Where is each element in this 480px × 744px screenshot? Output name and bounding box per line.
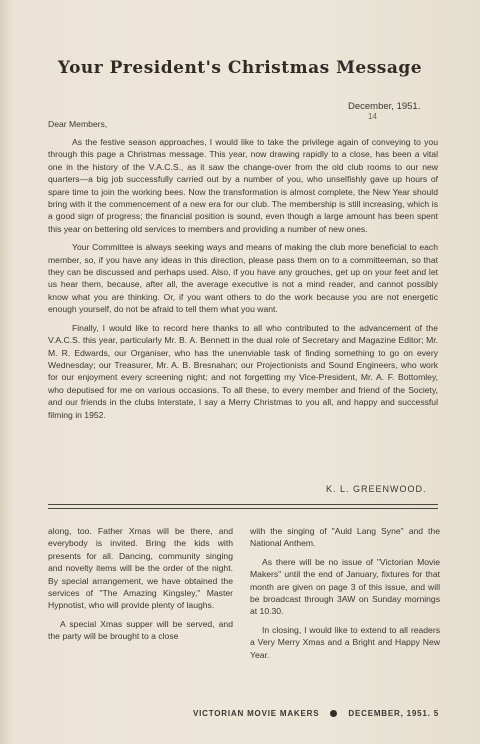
- left-column: [48, 525, 233, 649]
- letter-date: December, 1951.: [348, 101, 421, 112]
- divider-rule: [48, 504, 438, 505]
- divider-rule: [48, 508, 438, 509]
- letter-paragraph: As the festive season approaches, I would like to take the privilege again of conveying to you through this page a Christmas message. This year, now drawing rapidly to a close, has been a vital one in the history of the V.A.C.S., as it saw the change-over from the old club rooms to our new quarters—a big job successfully carried out by a number of you, who unselfishly gave up hours of spare time to join the working bees. Now the transformation is almost complete, the New Year should bring with it the commencement of a new era for our club. The membership is still increasing, which is a good sign of progress; the financial position is sound, even though a large amount has been spent this year on bettering old services to members and providing a number of new ones.: [48, 137, 438, 234]
- column-paragraph: In closing, I would like to extend to all readers a Very Merry Xmas and a Bright and Happy New Year.: [250, 624, 440, 660]
- footer-issue: DECEMBER, 1951.: [348, 709, 431, 718]
- letter-body: [48, 136, 438, 427]
- column-paragraph: with the singing of "Auld Lang Syne" and the National Anthem.: [250, 526, 440, 549]
- footer-publication: VICTORIAN MOVIE MAKERS: [193, 709, 320, 718]
- bullet-icon: [330, 710, 337, 717]
- signature: K. L. GREENWOOD.: [326, 484, 427, 494]
- letter-paragraph: Your Committee is always seeking ways and means of making the club more beneficial to each member, so, if you have any ideas in this direction, please pass them on to a committeeman, so that they can be discussed and perhaps used. Also, if you have any grouches, get up on your feet and let us hear them, because, after all, the average executive is not a mind reader, and cannot possibly know what you are thinking. Or, if you want others to do the work because you are not energetic enough yourself, do not be afraid to tell them what you want.: [48, 242, 438, 315]
- letter-paragraph: Finally, I would like to record here thanks to all who contributed to the advancement of the V.A.C.S. this year, particularly Mr. B. A. Bennett in the dual role of Secretary and Magazine Editor; Mr. M. R. Edwards, our Organiser, who has the unenviable task of finding something to go on every Wednesday; our Treasurer, Mr. A. B. Bresnahan; our Projectionists and Sound Engineers, who work for our enjoyment every screening night; and not forgetting my Vice-President, Mr. A. F. Bottomley, who deputised for me on various occasions. To all these, to every member and friend of the Society, and our friends in the clubs Interstate, I say a Merry Christmas to you all, and happy and successful filming in 1952.: [48, 322, 438, 420]
- salutation: Dear Members,: [48, 119, 108, 129]
- page-number: 5: [433, 709, 439, 718]
- column-paragraph: As there will be no issue of "Victorian Movie Makers" until the end of January, fixtures for that month are given on page 3 of this issue, and will be broadcast through 3AW on Sunday mornings at 10.30.: [250, 556, 440, 617]
- column-paragraph: A special Xmas supper will be served, and the party will be brought to a close: [48, 618, 233, 642]
- handwritten-mark: 14: [368, 112, 377, 121]
- page-footer: [193, 709, 439, 718]
- right-column: [250, 525, 440, 667]
- page-title: Your President's Christmas Message: [57, 58, 423, 78]
- column-paragraph: along, too. Father Xmas will be there, and everybody is invited. Bring the kids with presents for all. Dancing, community singing and novelty items will be the order of the night. By special arrangement, we have obtained the services of "The Amazing Kingsley," Master Hypnotist, who will provide plenty of laughs.: [48, 526, 233, 611]
